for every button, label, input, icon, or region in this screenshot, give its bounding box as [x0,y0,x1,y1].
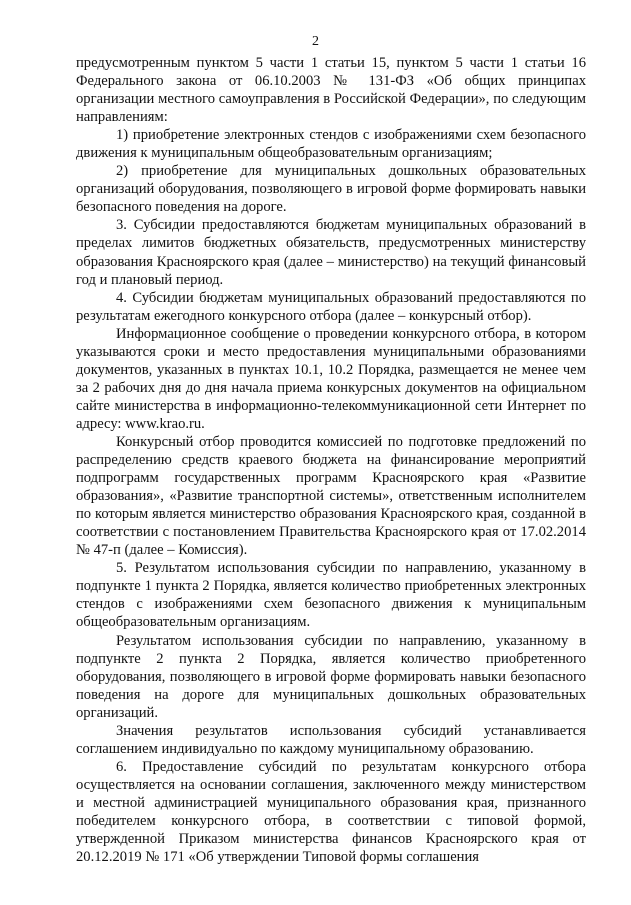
paragraph: 2) приобретение для муниципальных дошкольных образовательных организаций оборудования, позволяющего в игровой форме формировать навыки безопасного поведения на дороге. [76,163,586,216]
paragraph: Конкурсный отбор проводится комиссией по подготовке предложений по распределению средств краевого бюджета на финансирование мероприятий подпрограмм государственных программ Красноярского края «Развитие образования», «Развитие транспортной системы», ответственным исполнителем по которым является министерство образования Красноярского края, созданной в соответствии с постановлением Правительства Красноярского края от 17.02.2014 № 47-п (далее – Комиссия). [76,433,586,559]
paragraph: предусмотренным пунктом 5 части 1 статьи 15, пунктом 5 части 1 статьи 16 Федерального закона от 06.10.2003 № 131-ФЗ «Об общих принципах организации местного самоуправления в Российской Федерации», по следующим направлениям: [76,55,586,126]
paragraph: 6. Предоставление субсидий по результатам конкурсного отбора осуществляется на основании соглашения, заключенного между министерством и местной администрацией муниципального образования края, признанного победителем конкурсного отбора, в соответствии с типовой формой, утвержденной Приказом министерства финансов Красноярского края от 20.12.2019 № 171 «Об утверждении Типовой формы соглашения [76,758,586,866]
page-number: 2 [312,34,319,49]
paragraph: 5. Результатом использования субсидии по направлению, указанному в подпункте 1 пункта 2 Порядка, является количество приобретенных электронных стендов с изображениями схем безопасного движения к муниципальным общеобразовательным организациям. [76,560,586,631]
paragraph: Информационное сообщение о проведении конкурсного отбора, в котором указываются сроки и место предоставления муниципальными образованиями документов, указанных в пунктах 10.1, 10.2 Порядка, размещается не менее чем за 2 рабочих дня до дня начала приема конкурсных документов на официальном сайте министерства в информационно-телекоммуникационной сети Интернет по адресу: www.krao.ru. [76,325,586,432]
paragraph: Значения результатов использования субсидий устанавливается соглашением индивидуально по каждому муниципальному образованию. [76,722,586,757]
paragraph: 4. Субсидии бюджетам муниципальных образований предоставляются по результатам ежегодного конкурсного отбора (далее – конкурсный отбор). [76,289,586,324]
paragraph: Результатом использования субсидии по направлению, указанному в подпункте 2 пункта 2 Порядка, является количество приобретенного оборудования, позволяющего в игровой форме формировать навыки безопасного поведения на дороге для муниципальных дошкольных образовательных организаций. [76,632,586,721]
document-body [76,54,586,866]
paragraph: 1) приобретение электронных стендов с изображениями схем безопасного движения к муниципальным общеобразовательным организациям; [76,127,586,162]
paragraph: 3. Субсидии предоставляются бюджетам муниципальных образований в пределах лимитов бюджетных обязательств, предусмотренных министерству образования Красноярского края (далее – министерство) на текущий финансовый год и плановый период. [76,217,586,288]
